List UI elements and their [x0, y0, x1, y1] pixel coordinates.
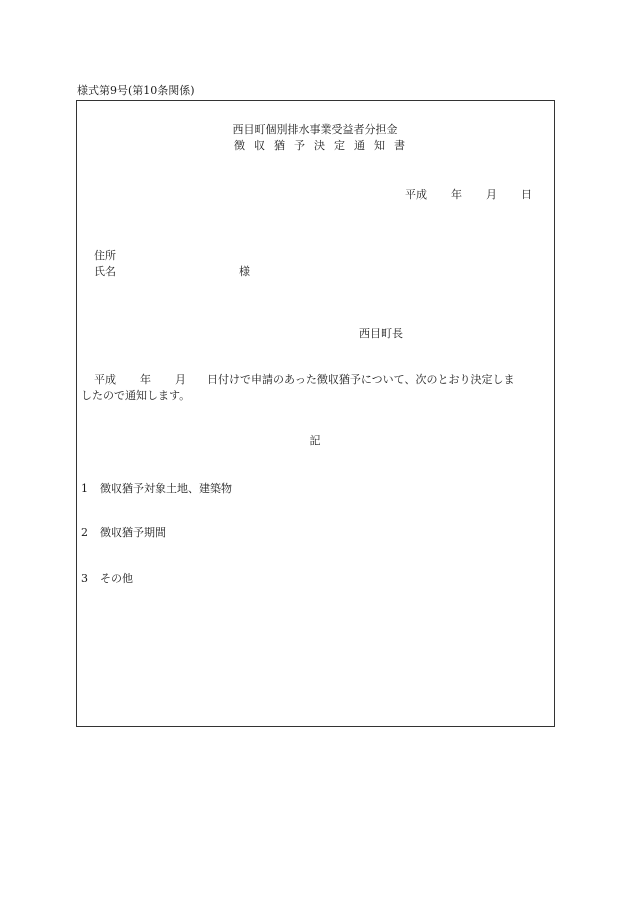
list-item: [81, 527, 166, 538]
body-text-line-1: [94, 374, 514, 385]
body-text: 日付けで申請のあった徴収猶予について、次のとおり決定しま: [207, 373, 515, 386]
name-label: 氏名: [94, 265, 116, 278]
document-title-line-1: 西目町個別排水事業受益者分担金: [232, 123, 398, 136]
issuer-mayor: 西目町長: [359, 327, 403, 340]
document-title-line-2: 徴収猶予決定通知書: [234, 139, 414, 152]
date-month-unit: 月: [486, 188, 497, 201]
item-number: 3: [81, 572, 88, 585]
list-item: [81, 483, 232, 494]
item-label: 徴収猶予対象土地、建築物: [100, 482, 232, 495]
date-year-unit: 年: [451, 188, 462, 201]
date-day-unit: 日: [521, 188, 532, 201]
body-text-line-2: したので通知します。: [81, 389, 191, 402]
honorific-sama: 様: [239, 265, 250, 278]
body-month-unit: 月: [175, 373, 186, 386]
item-number: 2: [81, 526, 88, 539]
item-label: その他: [100, 572, 133, 585]
form-number-label: 様式第9号(第10条関係): [77, 84, 195, 97]
date-era: 平成: [405, 188, 427, 201]
body-era: 平成: [94, 373, 116, 386]
list-item: [81, 573, 133, 584]
ki-heading: 記: [309, 434, 321, 447]
body-year-unit: 年: [140, 373, 151, 386]
address-label: 住所: [94, 249, 116, 262]
issue-date: [405, 189, 532, 200]
item-label: 徴収猶予期間: [100, 526, 166, 539]
item-number: 1: [81, 482, 88, 495]
